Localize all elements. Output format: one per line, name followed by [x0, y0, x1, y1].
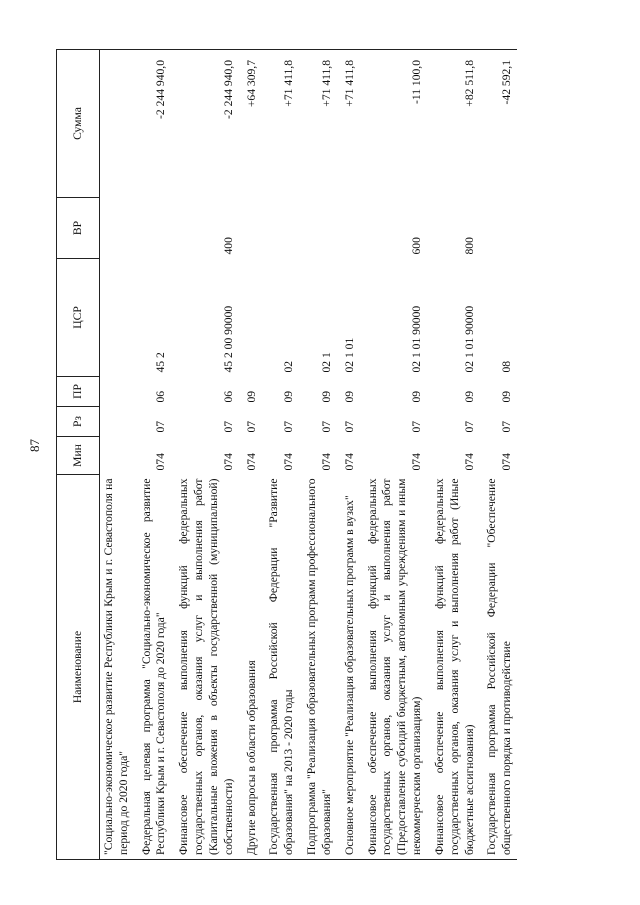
row-csr	[100, 259, 134, 377]
row-name: Основное мероприятие "Реализация образовательных программ в вузах"	[337, 475, 360, 860]
row-csr: 02	[282, 360, 296, 373]
row-csr: 02 1 01	[342, 337, 356, 373]
table-row	[100, 50, 134, 860]
row-rz	[100, 407, 134, 437]
row-name: Финансовое обеспечение выполнения функций федеральных государственных органов, оказания услуг и выполнения работ (Капитальные вложения в объекты государственной (муниципальной) собственности)	[171, 475, 238, 860]
row-pr: 09	[342, 390, 356, 403]
row-vr	[337, 198, 360, 259]
row-min: 074	[319, 453, 333, 471]
row-csr: 02 1 01 90000	[462, 305, 476, 373]
row-vr	[299, 198, 337, 259]
row-name: Государственная программа Российской Федерации "Обеспечение общественного порядка и противодействие	[479, 475, 517, 860]
row-name: Финансовое обеспечение выполнения функций федеральных государственных органов, оказания услуг и выполнения работ (Предоставление субсидий бюджетным, автономным учреждениям и иным некоммерческим организациям)	[360, 475, 427, 860]
row-rz: 07	[154, 420, 168, 433]
row-sum: +71 411,8	[261, 50, 299, 198]
row-pr: 09	[500, 390, 514, 403]
row-pr: 06	[154, 390, 168, 403]
table-row	[299, 50, 337, 860]
row-pr: 09	[462, 390, 476, 403]
row-vr: 600	[410, 237, 424, 255]
row-rz: 07	[500, 420, 514, 433]
row-pr: 09	[244, 390, 258, 403]
row-pr: 09	[410, 390, 424, 403]
row-name: Другие вопросы в области образования	[239, 475, 262, 860]
row-min: 074	[342, 453, 356, 471]
row-csr	[239, 259, 262, 377]
header-vr: ВР	[57, 198, 100, 259]
row-sum	[100, 50, 134, 198]
row-sum: -42 592,1	[479, 50, 517, 198]
row-min: 074	[221, 453, 235, 471]
page-number: 87	[27, 439, 42, 452]
header-rz: Рз	[57, 407, 100, 437]
row-vr: 800	[462, 237, 476, 255]
table-row	[479, 50, 517, 860]
row-sum: +82 511,8	[427, 50, 479, 198]
rotated-page-content	[56, 50, 606, 860]
row-min: 074	[154, 453, 168, 471]
row-sum: +64 309,7	[239, 50, 262, 198]
row-vr	[261, 198, 299, 259]
row-min: 074	[462, 453, 476, 471]
table-row	[337, 50, 360, 860]
row-sum: +71 411,8	[337, 50, 360, 198]
header-pr: ПР	[57, 377, 100, 407]
row-vr	[134, 198, 172, 259]
row-rz: 07	[462, 420, 476, 433]
table-row	[261, 50, 299, 860]
row-pr: 06	[221, 390, 235, 403]
row-sum: -2 244 940,0	[134, 50, 172, 198]
row-vr: 400	[221, 237, 235, 255]
row-min: 074	[282, 453, 296, 471]
row-csr: 02 1 01 90000	[410, 305, 424, 373]
header-csr: ЦСР	[57, 259, 100, 377]
row-vr	[239, 198, 262, 259]
row-pr	[100, 377, 134, 407]
table-row	[171, 50, 238, 860]
row-vr	[479, 198, 517, 259]
row-rz: 07	[244, 420, 258, 433]
row-sum: +71 411,8	[299, 50, 337, 198]
row-min	[100, 437, 134, 475]
row-rz: 07	[410, 420, 424, 433]
row-csr: 02 1	[319, 352, 333, 373]
budget-table	[56, 49, 517, 860]
table-row	[427, 50, 479, 860]
row-min: 074	[244, 453, 258, 471]
row-sum: -2 244 940,0	[171, 50, 238, 198]
row-min: 074	[500, 453, 514, 471]
table-row	[134, 50, 172, 860]
row-name: Финансовое обеспечение выполнения функций федеральных государственных органов, оказания услуг и выполнения работ (Иные бюджетные ассигнования)	[427, 475, 479, 860]
row-pr: 09	[282, 390, 296, 403]
row-pr: 09	[319, 390, 333, 403]
row-sum: -11 100,0	[360, 50, 427, 198]
row-rz: 07	[319, 420, 333, 433]
row-rz: 07	[282, 420, 296, 433]
row-name: Федеральная целевая программа "Социально-экономическое развитие Республики Крым и г. Севастополя до 2020 года"	[134, 475, 172, 860]
table-header-row	[57, 50, 100, 860]
row-name: Подпрограмма "Реализация образовательных программ профессионального образования"	[299, 475, 337, 860]
row-rz: 07	[221, 420, 235, 433]
row-rz: 07	[342, 420, 356, 433]
table-row	[360, 50, 427, 860]
header-min: Мин	[57, 437, 100, 475]
row-csr: 45 2	[154, 352, 168, 373]
header-name: Наименование	[57, 475, 100, 860]
row-csr: 08	[500, 360, 514, 373]
row-csr: 45 2 00 90000	[221, 305, 235, 373]
row-vr	[100, 198, 134, 259]
row-min: 074	[410, 453, 424, 471]
row-name: "Социально-экономическое развитие Республики Крым и г. Севастополя на период до 2020 года"	[100, 475, 134, 860]
header-sum: Сумма	[57, 50, 100, 198]
row-name: Государственная программа Российской Федерации "Развитие образования" на 2013 - 2020 годы	[261, 475, 299, 860]
table-row	[239, 50, 262, 860]
